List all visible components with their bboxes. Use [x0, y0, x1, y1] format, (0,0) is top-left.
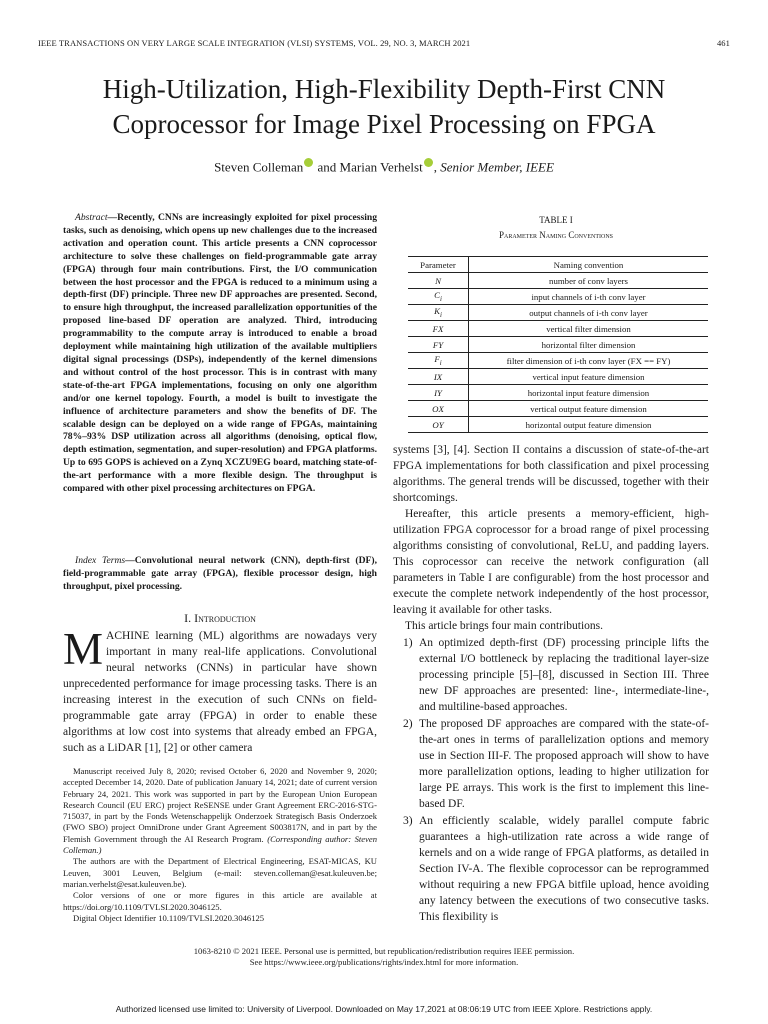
journal-name: IEEE TRANSACTIONS ON VERY LARGE SCALE INTEGRATION (VLSI) SYSTEMS, VOL. 29, NO. 3, MARCH 2021: [38, 38, 471, 48]
table-header: Parameter: [408, 257, 469, 273]
list-number: 1): [403, 637, 413, 649]
list-text: An optimized depth-first (DF) processing principle lifts the external I/O bottleneck by replacing the traditional layer-size processing principle [5]–[8], discussed in Section III. Three new DF approaches are presented: line-, intermediate-line-, and multiline-based approaches.: [419, 637, 709, 713]
parameter-cell: $K_i$: [408, 305, 469, 321]
paragraph: systems [3], [4]. Section II contains a discussion of state-of-the-art FPGA implementations for both classification and pixel processing algorithms. The general trends will be discussed, together with their shortcomings.: [393, 444, 709, 504]
orcid-icon[interactable]: [424, 158, 433, 167]
list-number: 2): [403, 718, 413, 730]
convention-cell: horizontal input feature dimension: [527, 387, 650, 398]
index-terms: Index Terms—Convolutional neural network (CNN), depth-first (DF), field-programmable gate array (FPGA), flexible processor design, high throughput, pixel processing.: [63, 555, 377, 592]
table-row: [408, 417, 708, 433]
list-item: [393, 813, 709, 925]
parameter-cell: IX: [408, 369, 469, 385]
author-line: [30, 157, 738, 175]
author-and: and: [314, 159, 340, 175]
right-column: [393, 442, 709, 925]
author-separator: ,: [433, 159, 441, 175]
table-row: [408, 401, 708, 417]
orcid-icon[interactable]: [304, 158, 313, 167]
intro-text: ACHINE learning (ML) algorithms are nowadays very important in many real-life applications. Convolutional neural networks (CNNs) in particular have shown unprecedented performance for image processing tasks. There is an increasing interest in the execution of such CNNs on field-programmable gate array (FPGA) in order to enable these algorithms at low cost into systems that already embed an FPGA, such as a LiDAR [1], [2] or other camera: [63, 630, 377, 754]
drop-cap: M: [63, 624, 104, 674]
table-row: [408, 385, 708, 401]
index-terms-label: Index Terms: [75, 555, 126, 566]
table-caption-title: Parameter Naming Conventions: [498, 230, 613, 240]
abstract-text: Recently, CNNs are increasingly exploited for pixel processing tasks, such as denoising, which opens up new challenges due to the increased activation and operation count. This article presents a CNN coprocessor architecture to solve these challenges on field-programmable gate array (FPGA) through four main contributions. First, the I/O communication between the host processor and the FPGA is reduced to a minimum using a depth-first (DF) principle. Three new DF approaches are presented. Second, to ensure high throughput, the increased parallelization opportunities of the proposed line-based DF operation are analyzed. Third, introducing programmability to the compute array is introduced to enable a broad deployment while maintaining high utilization of the available multipliers digital signal processings (DSPs), independently of the kernel dimensions and without control of the host processor. This is in contrast with many state-of-the-art FPGA implementations, focusing on only one algorithm and/or one kernel topology. Fourth, a model is built to investigate the influence of architecture parameters and show the benefits of DF. The scalable design can be deployed on a wide range of FPGAs, maintaining 78%–93% DSP utilization across all algorithms (denoising, optical flow, depth estimation, segmentation, and super-resolution) and FPGA platforms. Up to 695 GOPS is achieved on a Zynq XCZU9EG board, matching state-of-the-art performance with a more flexible design. The throughput is compared with other pixel processing architectures on FPGA.: [63, 212, 377, 495]
table-row: [408, 273, 708, 289]
list-text: The proposed DF approaches are compared with the state-of-the-art ones in terms of parallelization options and memory use in Section III-F. The proposed approach will show to have more parallelization options, leading to higher utilization for large PE arrays. This work is the first to implement this line-based DF.: [419, 718, 709, 810]
convention-cell: vertical filter dimension: [546, 323, 631, 334]
copyright-line-1: 1063-8210 © 2021 IEEE. Personal use is permitted, but republication/redistribution requires IEEE permission.: [193, 946, 575, 956]
footnote-doi: Digital Object Identifier 10.1109/TVLSI.2020.3046125: [73, 912, 265, 923]
contribution-list: [393, 635, 709, 925]
paragraph: This article brings four main contributions.: [405, 620, 604, 632]
convention-cell: input channels of i-th conv layer: [531, 291, 646, 302]
list-item: [393, 716, 709, 812]
copyright-line-2: See https://www.ieee.org/publications/rights/index.html for more information.: [249, 957, 519, 967]
copyright-notice: [30, 946, 738, 968]
abstract-label: Abstract: [75, 212, 108, 223]
title-line-2: Coprocessor for Image Pixel Processing on FPGA: [112, 109, 656, 139]
title-line-1: High-Utilization, High-Flexibility Depth-First CNN: [102, 74, 666, 104]
table-header-row: [408, 257, 708, 273]
parameter-cell: IY: [408, 385, 469, 401]
index-terms-text: Convolutional neural network (CNN), depth-first (DF), field-programmable gate array (FPGA), flexible processor design, high throughput, pixel processing.: [63, 555, 377, 592]
convention-cell: vertical output feature dimension: [530, 403, 647, 414]
convention-cell: output channels of i-th conv layer: [529, 307, 648, 318]
parameter-table: [408, 256, 708, 433]
convention-cell: horizontal output feature dimension: [525, 419, 652, 430]
parameter-cell: N: [408, 273, 469, 289]
table-row: [408, 321, 708, 337]
section-heading: [63, 611, 377, 626]
footnote-manuscript-text: Manuscript received July 8, 2020; revised October 6, 2020 and November 9, 2020; accepted December 14, 2020. Date of publication January 14, 2021; date of current version February 24, 2021. This work was supported in part by the European Union European Research Council (EU ERC) project ReSENSE under Grant Agreement ERC-2016-STG-715037, in part by the Fonds Wetenschappelijk Onderzoek Strategisch Basis Onderzoek (FWO SBO) project OmniDrone under Grant Agreement S003817N, and in part by the Flemish Government through the AI Research Program.: [63, 766, 377, 844]
table-header: Naming convention: [553, 259, 624, 270]
page-number: 461: [716, 38, 730, 48]
parameter-cell: FX: [408, 321, 469, 337]
parameter-cell: OX: [408, 401, 469, 417]
paper-title: [30, 72, 738, 142]
parameter-cell: $F_i$: [408, 353, 469, 369]
paragraph: Hereafter, this article presents a memory-efficient, high-utilization FPGA coprocessor for a broad range of pixel processing algorithms consisting of convolutional, ReLU, and padding layers. This coprocessor can receive the network configuration (all parameters in Table I are configurable) from the host processor and execute the complete network independently of the host processor, leaving it available for other tasks.: [393, 508, 709, 616]
table-row: [408, 289, 708, 305]
corresponding-author: (Corresponding author: Steven Colleman.): [63, 833, 377, 856]
table-row: [408, 369, 708, 385]
footnote: [63, 766, 377, 924]
parameter-cell: OY: [408, 417, 469, 433]
author-1: Steven Colleman: [214, 159, 304, 175]
footnote-affiliation: The authors are with the Department of Electrical Engineering, ESAT-MICAS, KU Leuven, 3001 Leuven, Belgium (e-mail: steven.colleman@esat.kuleuven.be; marian.verhelst@esat.kuleuven.be).: [63, 856, 377, 889]
running-header: [38, 38, 730, 48]
table-row: [408, 337, 708, 353]
list-text: An efficiently scalable, widely parallel compute fabric guarantees a high-utilization rate across a wide range of kernels and on a wide range of FPGA platforms, as detailed in Section IV-A. The flexible coprocessor can be reprogrammed without requiring a new FPGA bitfile upload, hence avoiding any latency between the executions of two consecutive tasks. This flexibility is: [419, 815, 709, 923]
intro-paragraph: [63, 624, 377, 756]
footnote-manuscript: [63, 766, 377, 856]
table-row: [408, 353, 708, 369]
parameter-cell: FY: [408, 337, 469, 353]
section-title: Introduction: [194, 611, 256, 625]
convention-cell: filter dimension of i-th conv layer (FX == FY): [506, 355, 671, 366]
author-2: Marian Verhelst: [339, 159, 423, 175]
table-row: [408, 305, 708, 321]
section-numeral: I.: [184, 611, 195, 625]
author-2-title: Senior Member, IEEE: [440, 159, 554, 175]
table-caption-number: TABLE I: [539, 215, 573, 225]
footnote-color: Color versions of one or more figures in this article are available at https://doi.org/10.1109/TVLSI.2020.3046125.: [63, 890, 377, 912]
abstract: Abstract—Recently, CNNs are increasingly exploited for pixel processing tasks, such as denoising, which opens up new challenges due to the increased activation and operation count. This article presents a CNN coprocessor architecture to solve these challenges on field-programmable gate array (FPGA) through four main contributions. First, the I/O communication between the host processor and the FPGA is reduced to a minimum using a depth-first (DF) principle. Three new DF approaches are presented. Second, to ensure high throughput, the increased parallelization opportunities of the proposed line-based DF operation are analyzed. Third, introducing programmability to the compute array is introduced to enable a broad deployment while maintaining high utilization of the available multipliers digital signal processings (DSPs), independently of the kernel dimensions and without control of the host processor. This is in contrast with many state-of-the-art FPGA implementations, focusing on only one algorithm and/or one kernel topology. Fourth, a model is built to investigate the influence of architecture parameters and show the benefits of DF. The scalable design can be deployed on a wide range of FPGAs, maintaining 78%–93% DSP utilization across all algorithms (denoising, optical flow, depth estimation, segmentation, and super-resolution) and FPGA platforms. Up to 695 GOPS is achieved on a Zynq XCZU9EG board, matching state-of-the-art performance with a more flexible design. The throughput is compared with other pixel processing architectures on FPGA.: [63, 212, 377, 495]
convention-cell: number of conv layers: [549, 275, 628, 286]
convention-cell: vertical input feature dimension: [532, 371, 645, 382]
convention-cell: horizontal filter dimension: [541, 339, 636, 350]
parameter-cell: $C_i$: [408, 289, 469, 305]
list-item: [393, 635, 709, 715]
list-number: 3): [403, 815, 413, 827]
license-banner: Authorized licensed use limited to: University of Liverpool. Downloaded on May 17,2021 at 08:06:19 UTC from IEEE Xplore. Restrictions apply.: [115, 1004, 653, 1014]
